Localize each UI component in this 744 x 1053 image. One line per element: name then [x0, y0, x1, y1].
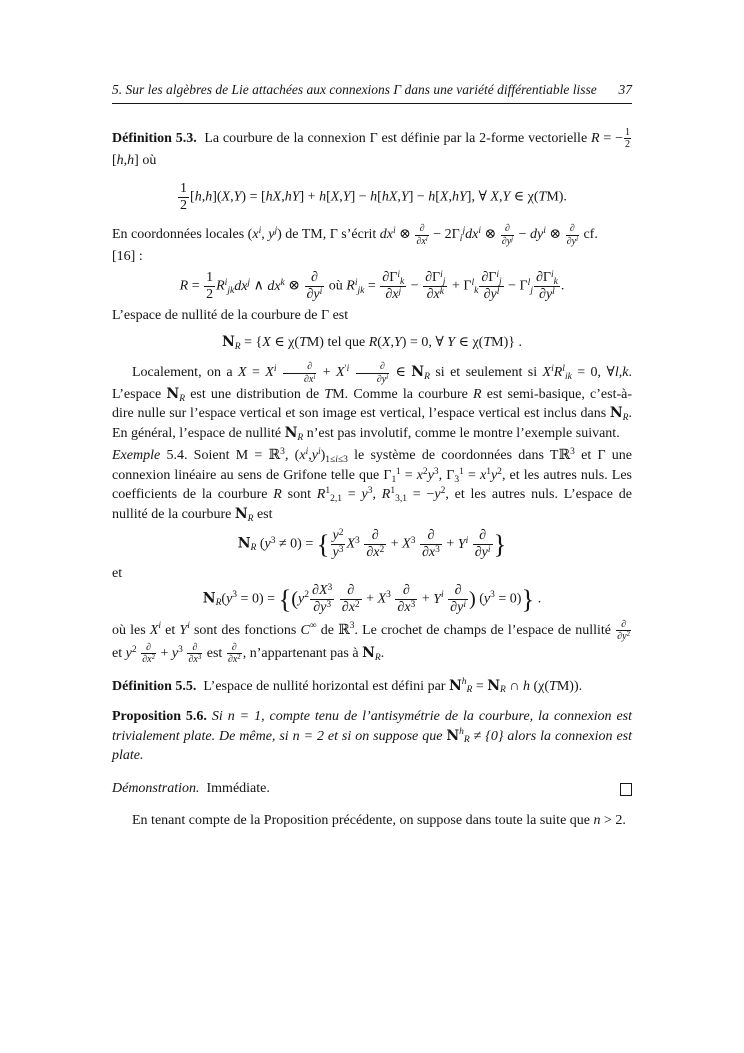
running-title: 5. Sur les algèbres de Lie attachées aux connexions Γ dans une variété différentiable lisse — [112, 82, 597, 97]
local-coordinates-paragraph: En coordonnées locales ($x^i$, $y^j$) de TM, Γ s’écrit $dx^i$ ⊗ ∂ $\partial x^i$ − $2\Gamma_i^jdx^i$ ⊗ ∂ $\partial y^j$ − $dy^i$ ⊗ ∂ $\partial y^i$ cf. [16] : — [112, 223, 598, 264]
curvature-bracket-equation: $\frac{1}{2}$ [h,h](X,Y) = [hX,hY] + h[X,Y] − h[hX,Y] − h[X,hY], ∀ X,Y ∈ χ(TM). — [180, 181, 567, 213]
connector-et: et — [112, 565, 123, 581]
nullity-y-zero-equation: $N_R(y^3 = 0) = \{(y^2$ $\frac{\partial X^3}{\partial y^3}$ ∂ $\partial x^2$ + $X^3$ ∂ $\partial x^3$ + $Y^i$ ∂ $\partial y^i$ ) $(y^3 = 0)$} . — [202, 582, 542, 615]
nullity-y-nonzero-equation: $N_R$ $(y^3 \ne 0)$ = { $\frac{y^2}{y^3}$ $X^3$ ∂ $\partial x^2$ + $X^3$ ∂ $\partial x^3$ + $Y^i$ ∂ $\partial y^i$ } — [237, 528, 507, 561]
demonstration-text: Démonstration. Immédiate. — [112, 780, 270, 796]
header-rule — [112, 103, 632, 104]
proposition-5-6-paragraph: Proposition 5.6. Si n = 1, compte tenu de l’antisymétrie de la courbure, la connexion est trivialement plate. De même, si n = 2 et si on suppose que $N^h_R \ne \{0\}$ alors la connexion est plate. — [112, 709, 632, 764]
curvature-coefficients-equation: R = $\frac{1}{2}$ $R^i_{jk}dx^j$ ∧ $dx^k$ ⊗ ∂ $\partial y^i$ où $R^i_{jk}$ = $\partial\Gamma^i_k$ $\partial x^j$ − $\partial\Gamma^i_j$ $\partial x^k$ + $\Gamma^l_k$ $\partial\Gamma^i_j$ $\partial y^l$ − $\Gamma^l_j$ $\partial\Gamma^i_k$ $\partial y^l$ . — [179, 270, 565, 303]
demonstration-paragraph — [112, 779, 632, 799]
nullity-space-intro: L’espace de nullité de la courbure de Γ est — [112, 307, 349, 323]
conclusion-paragraph: En tenant compte de la Proposition précédente, on suppose dans toute la suite que n > 2. — [132, 813, 626, 829]
page-header — [112, 82, 632, 98]
definition-5-3-paragraph: Définition 5.3. La courbure de la connexion Γ est définie par la 2-forme vectorielle R = − $\frac{1}{2}$ [h,h] où — [112, 127, 631, 168]
qed-box — [620, 783, 632, 796]
localement-paragraph: Localement, on a $X = X^i$ ∂ $\partial x^i$ + $X^{'i}$ ∂ $\partial y^i$ ∈ $N_R$ si et seulement si $X^iR^l_{ik} = 0$, ∀l,k. L’espace $N_R$ est une distribution de TM. Comme la courbure R est semi-basique, c’est-à-dire nulle sur l’espace vertical et son image est vertical, l’espace vertical est inclus dans $N_R$. En général, l’espace de nullité $N_R$ n’est pas involutif, comme le montre l’exemple suivant. — [112, 361, 633, 443]
nullity-space-equation: $N_R = \{X$ ∈ χ(TM) tel que R(X,Y) = 0, ∀ Y ∈ χ(TM)} . — [222, 334, 522, 352]
exemple-5-4-paragraph: Exemple 5.4. Soient M = ℝ$^3$, $(x^i,y^i)_{1\le i\le 3}$ le système de coordonnées dans Tℝ$^3$ et Γ une connexion linéaire au sens de Grifone telle que $\Gamma_1^1 = x^2y^3$, $\Gamma_3^1 = x^1y^2$, et les autres nuls. Les coefficients de la courbure R sont $R^1_{2,1} = y^3$, $R^1_{3,1} = -y^2$, et les autres nuls. L’espace de nullité de la courbure $N_R$ est — [112, 447, 633, 524]
definition-5-5-paragraph: Définition 5.5. L’espace de nullité horizontal est défini par $N^h_R = N_R$ ∩ h (χ(TM)). — [112, 677, 583, 696]
bracket-field-paragraph: où les $X^i$ et $Y^i$ sont des fonctions C∞ de ℝ$^3$. Le crochet de champs de l’espace de nullité ∂ $\partial y^2$ et $y^2$ ∂ $\partial x^2$ + $y^3$ ∂ $\partial x^3$ est ∂ $\partial x^2$ , n’appartenant pas à $N_R$. — [112, 618, 630, 666]
page-number: 37 — [618, 82, 632, 97]
